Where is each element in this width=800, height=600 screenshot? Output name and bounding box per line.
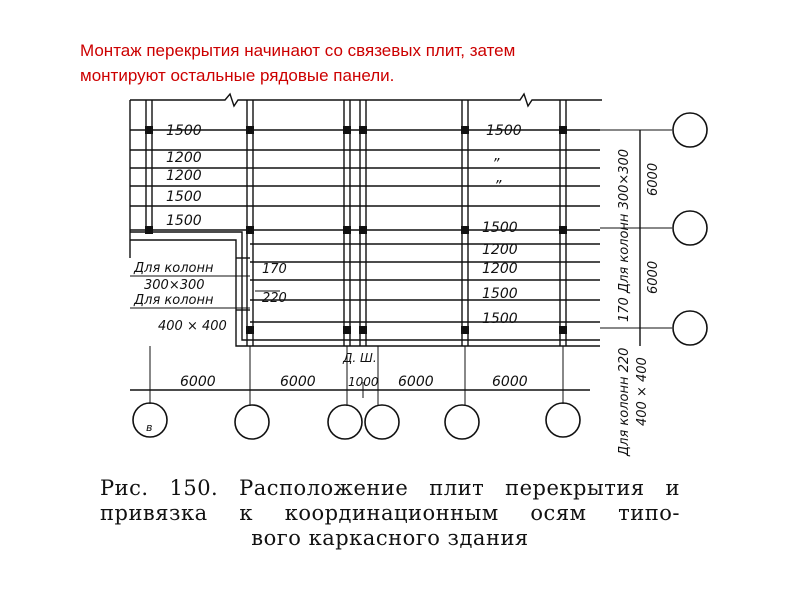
axis-marker (546, 403, 580, 437)
bottom-dim: 6000 (492, 374, 528, 390)
axis-marker (673, 113, 707, 147)
center-slab-lines (250, 130, 600, 322)
slab-label: 1200 (166, 168, 202, 184)
right-col300-note: 170 Для колонн 300×300 (617, 148, 632, 322)
dim-220: 220 (262, 291, 287, 306)
left-column-notes (133, 261, 287, 334)
right-col400-note-1: Для колонн 220 (617, 347, 632, 456)
caption-line-2: привязка к координационным осям типо- (100, 501, 680, 525)
slab-label: 1500 (482, 311, 518, 327)
dim-170: 170 (262, 262, 287, 277)
right-vertical-labels (617, 149, 661, 457)
slab-label: 1500 (166, 189, 202, 205)
bottom-dim: 6000 (180, 374, 216, 390)
right-dim-bottom: 6000 (646, 260, 661, 294)
caption-line-3: вого каркасного здания (251, 526, 529, 550)
axis-marker (673, 311, 707, 345)
left-slab-labels (166, 123, 202, 229)
note-col300-line2: 300×300 (144, 278, 205, 293)
axis-marker (328, 405, 362, 439)
bottom-axis-markers (133, 403, 580, 439)
axis-marker (365, 405, 399, 439)
figure-caption (100, 476, 680, 551)
bottom-dim: 6000 (398, 374, 434, 390)
note-col300-line1: Для колонн (134, 261, 214, 276)
intro-line-1: Монтаж перекрытия начинают со связевых плит, затем (80, 41, 516, 60)
note-col400-line1: Для колонн (134, 293, 214, 308)
right-slab-labels (482, 123, 522, 327)
slab-label: „ (494, 148, 502, 164)
right-dim-top: 6000 (646, 162, 661, 196)
axis-marker (445, 405, 479, 439)
axis-marker (235, 405, 269, 439)
slab-label: 1500 (482, 220, 518, 236)
slab-label: „ (496, 170, 504, 186)
slab-label: 1200 (166, 150, 202, 166)
bottom-dim: 1000 (348, 375, 379, 389)
slab-label: 1500 (482, 286, 518, 302)
slab-label: 1200 (482, 261, 518, 277)
intro-line-2: монтируют остальные рядовые панели. (80, 66, 395, 85)
right-col400-note-2: 400 × 400 (635, 357, 650, 426)
slab-label: 1500 (486, 123, 522, 139)
slab-label: 1500 (166, 213, 202, 229)
seam-label: Д. Ш. (343, 351, 377, 365)
slab-label: 1200 (482, 242, 518, 258)
slab-label: 1500 (166, 123, 202, 139)
right-axis-markers (673, 113, 707, 345)
note-col400-line2: 400 × 400 (158, 319, 227, 334)
axis-letter: в (146, 421, 153, 434)
bottom-dim: 6000 (280, 374, 316, 390)
bottom-dimension-labels (146, 351, 528, 434)
caption-line-1: Рис. 150. Расположение плит перекрытия и (100, 476, 680, 500)
axis-marker (673, 211, 707, 245)
